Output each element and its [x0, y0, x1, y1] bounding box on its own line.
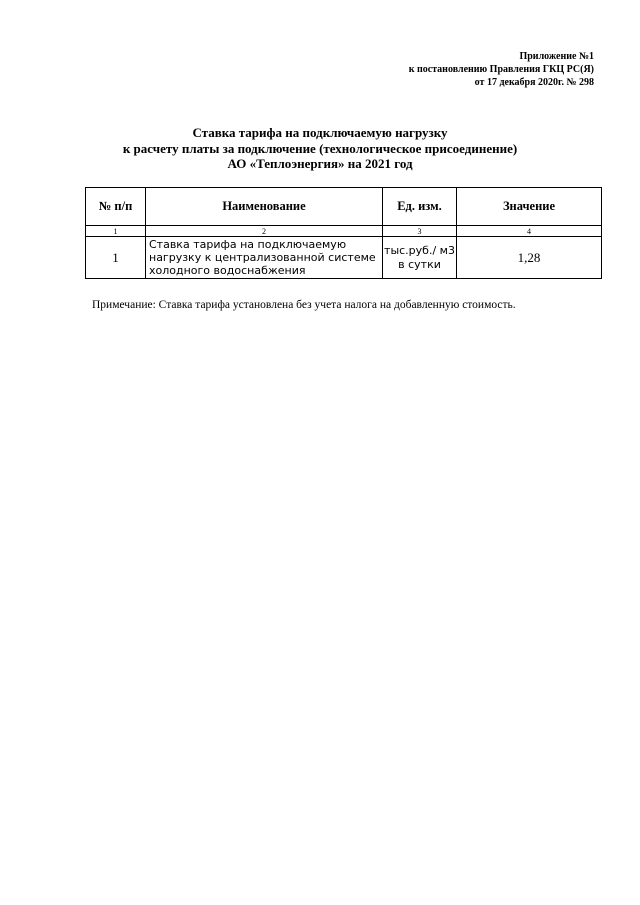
appendix-number: Приложение №1	[519, 51, 594, 62]
title-line-2: к расчету платы за подключение (технологическое присоединение)	[122, 140, 518, 156]
appendix-reference	[409, 50, 594, 89]
table-header-row	[86, 188, 602, 226]
row-value: 1,28	[457, 237, 602, 279]
document-title	[0, 125, 640, 172]
header-number: № п/п	[86, 188, 146, 226]
index-cell: 2	[146, 226, 383, 237]
title-line-3: АО «Теплоэнергия» на 2021 год	[227, 156, 413, 171]
row-number: 1	[86, 237, 146, 279]
title-line-1: Ставка тарифа на подключаемую нагрузку	[192, 125, 448, 140]
row-unit: тыс.руб./ м3 в сутки	[383, 237, 457, 279]
row-name: Ставка тарифа на подключаемую нагрузку к централизованной системе холодного водоснабжения	[146, 237, 383, 279]
appendix-decree: к постановлению Правления ГКЦ РС(Я)	[408, 64, 594, 75]
index-cell: 3	[383, 226, 457, 237]
tariff-table	[85, 187, 602, 279]
appendix-date: от 17 декабря 2020г. № 298	[474, 77, 594, 88]
index-cell: 1	[86, 226, 146, 237]
header-value: Значение	[457, 188, 602, 226]
footnote: Примечание: Ставка тарифа установлена без учета налога на добавленную стоимость.	[92, 299, 516, 311]
header-unit: Ед. изм.	[383, 188, 457, 226]
header-name: Наименование	[146, 188, 383, 226]
table-row	[86, 237, 602, 279]
table-index-row	[86, 226, 602, 237]
index-cell: 4	[457, 226, 602, 237]
